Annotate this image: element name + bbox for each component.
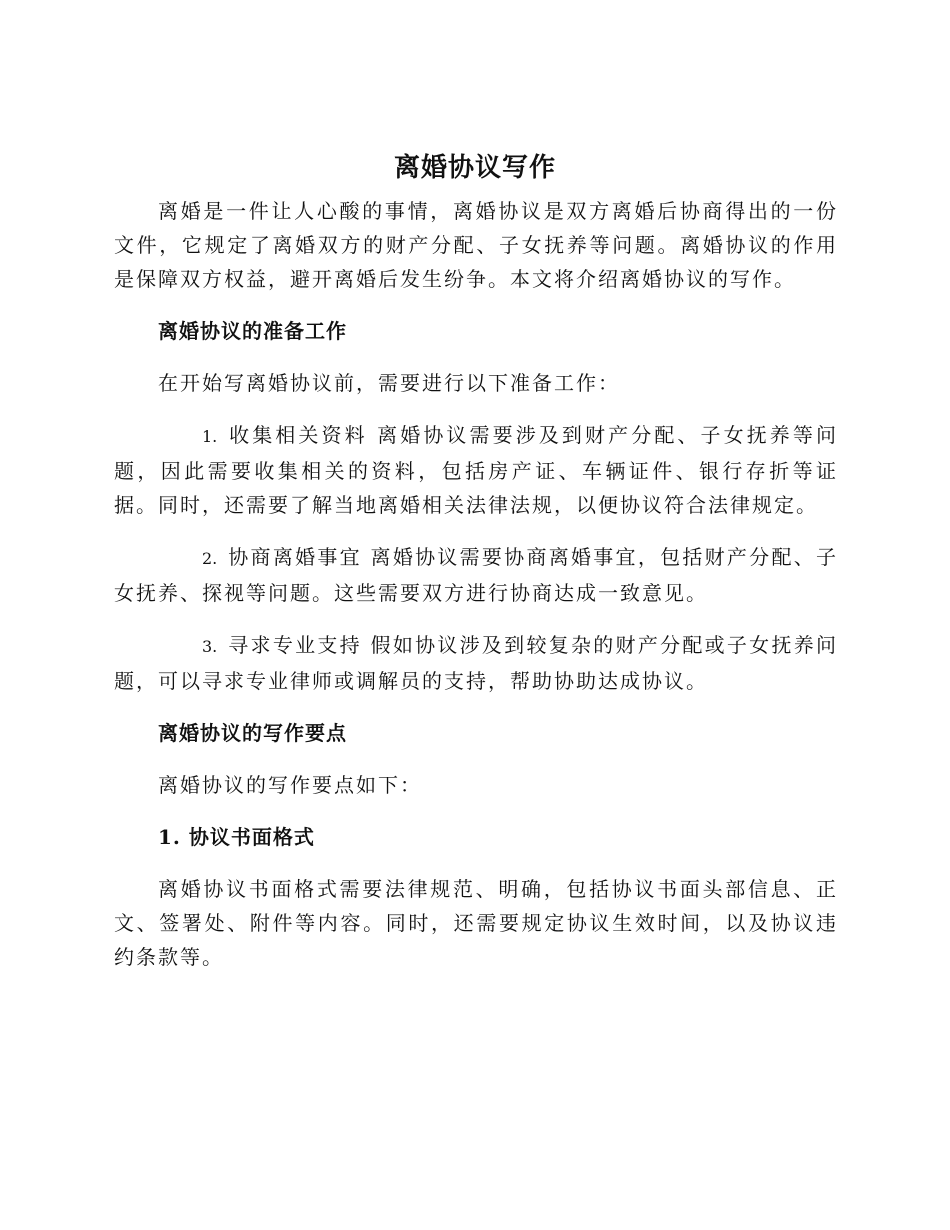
list-item-text: 寻求专业支持 假如协议涉及到较复杂的财产分配或子女抚养问题，可以寻求专业律师或调解员的支持，帮助协助达成协议。 <box>114 633 838 693</box>
list-item <box>114 628 838 698</box>
document-body <box>114 194 838 974</box>
list-item-text: 收集相关资料 离婚协议需要涉及到财产分配、子女抚养等问题，因此需要收集相关的资料，包括房产证、车辆证件、银行存折等证据。同时，还需要了解当地离婚相关法律法规，以便协议符合法律规定。 <box>114 423 838 517</box>
list-item <box>114 540 838 610</box>
intro-paragraph: 离婚是一件让人心酸的事情，离婚协议是双方离婚后协商得出的一份文件，它规定了离婚双方的财产分配、子女抚养等问题。离婚协议的作用是保障双方权益，避开离婚后发生纷争。本文将介绍离婚协议的写作。 <box>114 199 838 291</box>
section-heading-preparation: 离婚协议的准备工作 <box>158 319 347 343</box>
list-item-number: 1. <box>202 427 218 446</box>
writing-points-lead: 离婚协议的写作要点如下： <box>158 773 422 797</box>
section-heading-writing-points: 离婚协议的写作要点 <box>158 721 347 745</box>
document-title: 离婚协议写作 <box>393 153 556 183</box>
list-item-text: 协商离婚事宜 离婚协议需要协商离婚事宜，包括财产分配、子女抚养、探视等问题。这些需要双方进行协商达成一致意见。 <box>114 545 838 605</box>
subheading-format: 1. 协议书面格式 <box>158 825 315 849</box>
list-item-number: 2. <box>202 549 218 568</box>
list-item-number: 3. <box>202 637 218 656</box>
preparation-lead: 在开始写离婚协议前，需要进行以下准备工作： <box>158 371 620 395</box>
list-item <box>114 418 838 522</box>
format-paragraph: 离婚协议书面格式需要法律规范、明确，包括协议书面头部信息、正文、签署处、附件等内容。同时，还需要规定协议生效时间，以及协议违约条款等。 <box>114 877 838 969</box>
